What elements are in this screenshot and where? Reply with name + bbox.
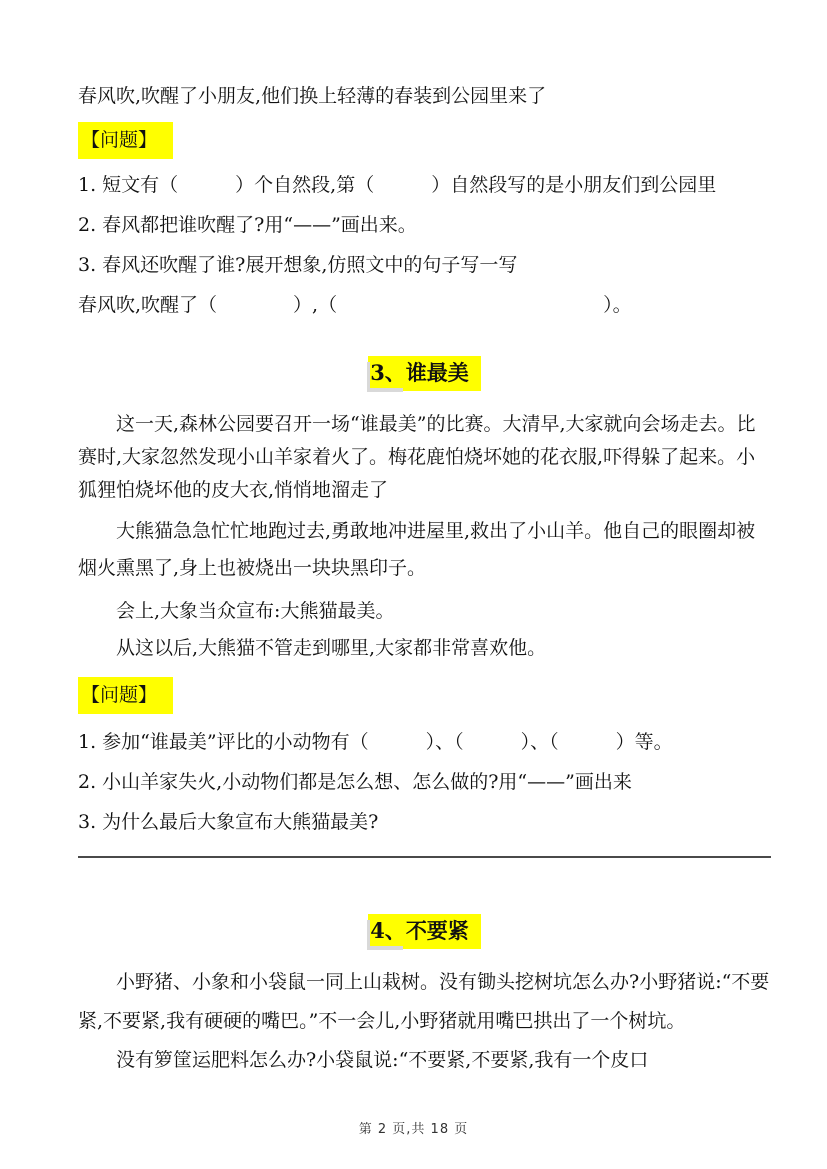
section3-paragraph-2: 大熊猫急急忙忙地跑过去,勇敢地冲进屋里,救出了小山羊。他自己的眼圈却被烟火熏黑了,身上也被烧出一块块黑印子。 [78,520,756,579]
section3-paragraph-3: 会上,大象当众宣布:大熊猫最美。 [116,600,395,622]
passage2-question-2: 2. 春风都把谁吹醒了?用“——”画出来。 [78,214,417,236]
section4-paragraph-1: 小野猪、小象和小袋鼠一同上山栽树。没有锄头挖树坑怎么办?小野猪说:“不要紧,不要紧,我有硬硬的嘴巴。”不一会儿,小野猪就用嘴巴拱出了一个树坑。 [78,971,770,1032]
section4-title-text: 不要紧 [405,918,469,943]
section3-question-2: 2. 小山羊家失火,小动物们都是怎么想、怎么做的?用“——”画出来 [78,771,632,793]
page-footer [0,1118,827,1137]
section3-title-text: 谁最美 [405,360,469,385]
section4-paragraph-2: 没有箩筐运肥料怎么办?小袋鼠说:“不要紧,不要紧,我有一个皮口 [116,1049,649,1071]
section4-title [78,914,771,949]
passage2-question-3: 3. 春风还吹醒了谁?展开想象,仿照文中的句子写一写 [78,254,518,276]
section4-title-highlight [368,914,481,949]
section4-title-number: 4、 [370,916,406,946]
passage2-last-line: 春风吹,吹醒了小朋友,他们换上轻薄的春装到公园里来了 [78,85,547,107]
passage2-fill-blank-line: 春风吹,吹醒了（ ）,（ ）。 [78,294,632,316]
section3-paragraph-1: 这一天,森林公园要召开一场“谁最美”的比赛。大清早,大家就向会场走去。比赛时,大家忽然发现小山羊家着火了。梅花鹿怕烧坏她的花衣服,吓得躲了起来。小狐狸怕烧坏他的皮大衣,悄悄地溜走了 [78,413,756,501]
section3-title [78,356,771,391]
page-number-label: 第 2 页,共 18 页 [358,1122,469,1137]
questions-header-highlight: 【问题】 [78,677,173,714]
section3-questions-header [78,677,771,714]
section3-title-highlight [368,356,481,391]
section3-title-number: 3、 [370,358,406,388]
section3-question-3: 3. 为什么最后大象宣布大熊猫最美? [78,811,379,833]
section-divider [78,856,771,858]
questions-header-highlight: 【问题】 [78,122,173,159]
section3-paragraph-4: 从这以后,大熊猫不管走到哪里,大家都非常喜欢他。 [116,637,547,659]
passage2-question-1: 1. 短文有（ ）个自然段,第（ ）自然段写的是小朋友们到公园里 [78,174,717,196]
passage2-questions-header [78,122,771,159]
section3-question-1: 1. 参加“谁最美”评比的小动物有（ ）、（ ）、（ ）等。 [78,731,673,753]
